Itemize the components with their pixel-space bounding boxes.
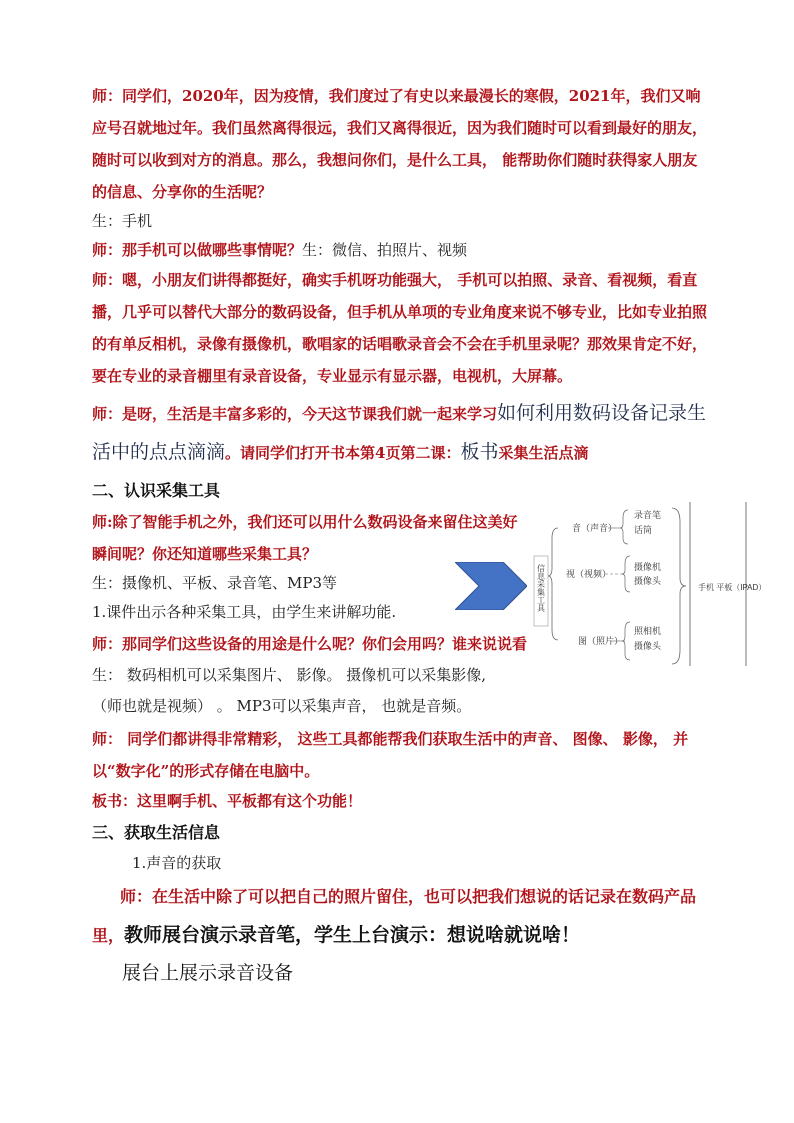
recording-intro: 师：在生活中除了可以把自己的照片留住，也可以把我们想说的话记录在数码产品里， — [92, 887, 697, 945]
section-heading-3: 三、获取生活信息 — [92, 823, 221, 842]
line-teacher-6: 师：那同学们这些设备的用途是什么呢？你们会用吗？谁来说说看 — [92, 635, 528, 653]
root-label: 信息采集工具 — [536, 564, 546, 612]
root-brace — [548, 528, 558, 640]
lesson-intro-mid: 。请同学们打开书本第4页第二课： — [225, 444, 461, 462]
line-subheading-1: 1.声音的获取 — [132, 854, 222, 872]
board-title: 采集生活点滴 — [498, 444, 589, 462]
video-item-2: 摄像头 — [634, 576, 662, 586]
paragraph-phone-functions: 师：嗯，小朋友们讲得都挺好，确实手机呀功能强大， 手机可以拍照、录音、看视频，看直播，几乎可以替代大部分的数码设备，但手机从单项的专业角度来说不够专业，比如专业拍照的有单反相机，录像有摄像机，歌唱家的话唱歌录音会不会在手机里录呢？那效果肯定不好，要在专业的录音棚里有录音设备，专业显示有显示器，电视机，大屏幕。 — [92, 271, 708, 385]
chevron-arrow-icon — [455, 562, 527, 610]
recording-demo: 教师展台演示录音笔，学生上台演示：想说啥就说啥！ — [124, 924, 581, 946]
sound-item-1: 录音笔 — [634, 510, 662, 520]
line-student-4b: （师也就是视频） 。 MP3可以采集声音， 也就是音频。 — [92, 697, 472, 715]
lesson-intro-start: 师：是呀，生活是丰富多彩的，今天这节课我们就一起来学习 — [92, 405, 498, 423]
board-label: 板书 — [460, 441, 499, 463]
sound-item-2: 话筒 — [634, 525, 653, 535]
paragraph-summary: 师： 同学们都讲得非常精彩， 这些工具都能帮我们获取生活中的声音、 图像、 影像， 并以“数字化”的形式存储在电脑中。 — [92, 730, 689, 780]
line-student-3: 生：摄像机、平板、录音笔、MP3等 — [92, 574, 337, 592]
line-board-note: 板书：这里啊手机、平板都有这个功能！ — [92, 792, 363, 810]
device-label: 手机 平板（IPAD） — [698, 583, 767, 592]
teacher-question: 师：那手机可以做哪些事情呢？ — [92, 241, 303, 259]
video-item-1: 摄像机 — [634, 562, 662, 572]
line-courseware: 1.课件出示各种采集工具，由学生来讲解功能. — [92, 603, 397, 621]
paragraph-lesson-intro — [92, 394, 707, 472]
branch-video: 视（视频） — [566, 569, 612, 579]
line-teacher-2 — [92, 239, 467, 260]
section-heading-2: 二、认识采集工具 — [92, 481, 221, 500]
line-student-1: 生：手机 — [92, 212, 153, 230]
line-last: 展台上展示录音设备 — [122, 962, 294, 984]
branch-sound: 音（声音） — [572, 523, 618, 533]
branch-image: 图（照片） — [578, 636, 624, 646]
image-item-1: 照相机 — [634, 626, 662, 636]
paragraph-recording — [92, 878, 707, 955]
lesson-topic: 如何利用数码设备记录生活中的点点滴滴 — [92, 402, 707, 463]
image-item-2: 摄像头 — [634, 641, 662, 651]
device-brace — [672, 508, 686, 664]
paragraph-tools-question: 师:除了智能手机之外，我们还可以用什么数码设备来留住这美好瞬间呢？你还知道哪些采集工具？ — [92, 513, 518, 563]
tools-mind-map — [530, 498, 770, 668]
student-answer: 生：微信、拍照片、视频 — [302, 241, 468, 259]
line-student-4a: 生： 数码相机可以采集图片、 影像。 摄像机可以采集影像, — [92, 666, 487, 684]
paragraph-intro: 师：同学们，2020年，因为疫情，我们度过了有史以来最漫长的寒假，2021年，我们又响应号召就地过年。我们虽然离得很远，我们又离得很近，因为我们随时可以看到最好的朋友，随时可以收到对方的消息。那么，我想问你们，是什么工具， 能帮助你们随时获得家人朋友的信息、分享你的生活呢？ — [92, 87, 708, 201]
